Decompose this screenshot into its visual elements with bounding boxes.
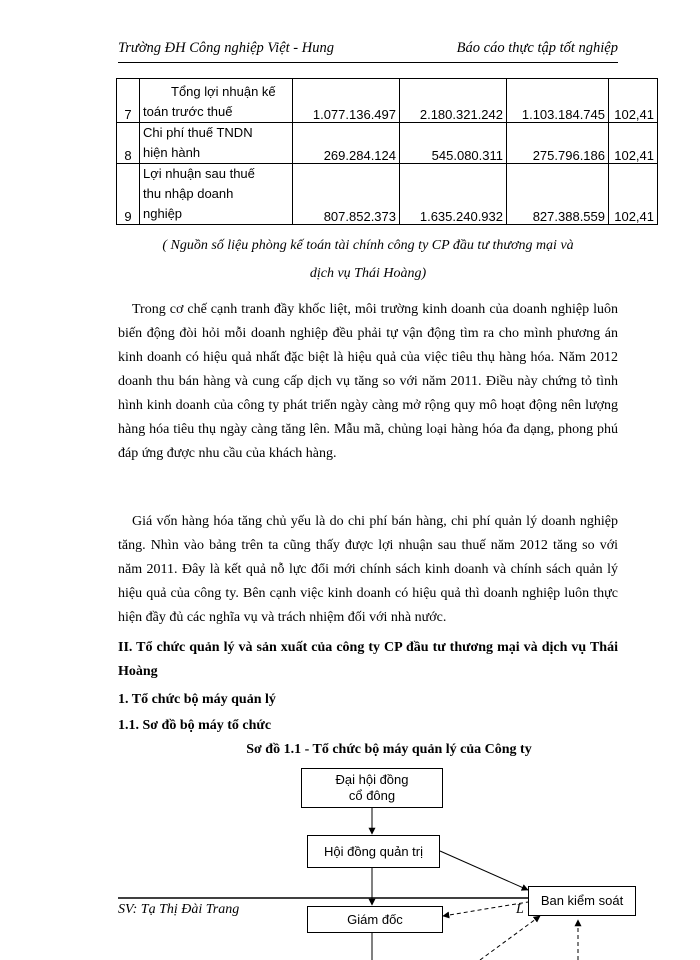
row-number: 7: [117, 79, 140, 123]
dashed-arrow-lower-left: [480, 916, 540, 960]
value-2011: 807.852.373: [293, 164, 400, 225]
subsection-heading: 1. Tổ chức bộ máy quản lý: [118, 692, 276, 707]
paragraph-business: Trong cơ chế cạnh tranh đầy khốc liệt, môi trường kinh doanh của doanh nghiệp luôn biến động đòi hỏi mỗi doanh nghiệp đều phải tự vận động tìm ra cho mình phương án kinh doanh có hiệu quả nhất đặc biệt là hiệu quả của việc tiêu thụ hàng hóa. Năm 2012 doanh thu bán hàng và cung cấp dịch vụ tăng so với năm 2011. Điều này chứng tỏ tình hình kinh doanh của công ty phát triển ngày càng mở rộng quy mô hoạt động nên lượng hàng hóa tiêu thụ ngày càng tăng lên. Mẫu mã, chủng loại hàng hóa đa dạng, phong phú đáp ứng được nhu cầu của khách hàng.: [118, 302, 618, 461]
org-box-board: Hội đồng quản trị: [307, 835, 440, 868]
value-2011: 269.284.124: [293, 123, 400, 164]
row-number: 8: [117, 123, 140, 164]
row-label: Tổng lợi nhuận kế toán trước thuế: [140, 79, 293, 123]
org-box-shareholders: Đại hội đồng cổ đông: [301, 768, 443, 808]
value-percent: 102,41: [609, 79, 658, 123]
value-difference: 827.388.559: [507, 164, 609, 225]
value-difference: 1.103.184.745: [507, 79, 609, 123]
footer-right-partial: L: [516, 902, 524, 917]
section-heading: II. Tổ chức quản lý và sản xuất của công ty CP đầu tư thương mại và dịch vụ Thái Hoàng: [118, 640, 618, 679]
value-2012: 1.635.240.932: [400, 164, 507, 225]
value-percent: 102,41: [609, 123, 658, 164]
org-box-director: Giám đốc: [307, 906, 443, 933]
value-percent: 102,41: [609, 164, 658, 225]
value-2011: 1.077.136.497: [293, 79, 400, 123]
header-report-title: Báo cáo thực tập tốt nghiệp: [456, 40, 618, 56]
row-number: 9: [117, 164, 140, 225]
value-2012: 545.080.311: [400, 123, 507, 164]
value-difference: 275.796.186: [507, 123, 609, 164]
subsubsection-heading: 1.1. Sơ đồ bộ máy tổ chức: [118, 718, 272, 733]
header-school: Trường ĐH Công nghiệp Việt - Hung: [118, 40, 334, 56]
org-box-supervisory: Ban kiểm soát: [528, 886, 636, 916]
arrow-board-supervisory: [440, 851, 528, 890]
row-label: Lợi nhuận sau thuế thu nhập doanh nghiệp: [140, 164, 293, 225]
value-2012: 2.180.321.242: [400, 79, 507, 123]
footer-student: SV: Tạ Thị Đài Trang: [118, 902, 240, 917]
paragraph-costs: Giá vốn hàng hóa tăng chủ yếu là do chi phí bán hàng, chi phí quản lý doanh nghiệp tăng. Nhìn vào bảng trên ta cũng thấy được lợi nhuận sau thuế năm 2012 tăng so với năm 2011. Đây là kết quả nỗ lực đổi mới chính sách kinh doanh và chính sách quản lý hiệu quả của công ty. Bên cạnh việc kinh doanh có hiệu quả thì doanh nghiệp luôn thực hiện đầy đủ các nghĩa vụ và trách nhiệm đối với nhà nước.: [118, 514, 618, 625]
diagram-title: Sơ đồ 1.1 - Tổ chức bộ máy quản lý của Công ty: [246, 742, 532, 757]
row-label: Chi phí thuế TNDN hiện hành: [140, 123, 293, 164]
source-note-line2: dịch vụ Thái Hoàng): [309, 266, 427, 281]
source-note-line1: ( Nguồn số liệu phòng kế toán tài chính công ty CP đầu tư thương mại và: [162, 238, 574, 253]
